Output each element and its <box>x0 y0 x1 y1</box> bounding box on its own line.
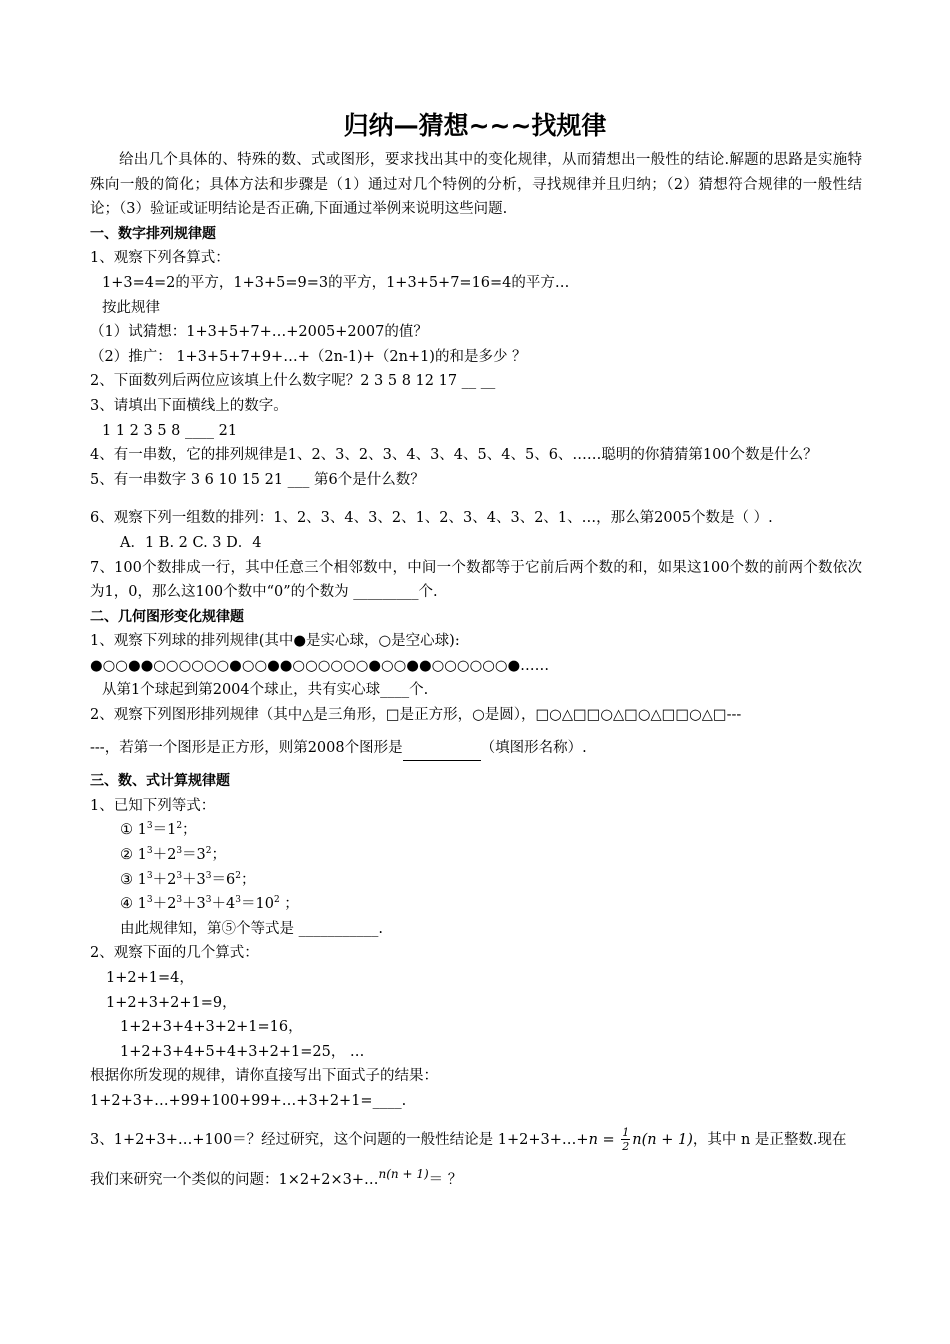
s1-q3-sequence: 1 1 2 3 5 8 ____ 21 <box>102 422 238 439</box>
s3-q3-line1: 3、1+2+3+…+100＝？经过研究，这个问题的一般性结论是 1+2+3+…+n = $\frac{1}{2}$ n(n + 1)，其中 n 是正整数.现在 <box>90 1126 847 1154</box>
answer-blank <box>403 736 481 762</box>
s3-q2-line4: 1+2+3+4+5+4+3+2+1=25， … <box>120 1043 365 1060</box>
s3-q2-expression: 1+2+3+…+99+100+99+…+3+2+1=____. <box>90 1092 407 1109</box>
intro-paragraph: 给出几个具体的、特殊的数、式或图形，要求找出其中的变化规律，从而猜想出一般性的结论.解题的思路是实施特殊向一般的简化；具体方法和步骤是（1）通过对几个特例的分析，寻找规律并且归纳；（2）猜想符合规律的一般性结论；（3）验证或证明结论是否正确,下面通过举例来说明这些问题. <box>90 152 862 218</box>
s3-q2-stem: 2、观察下面的几个算式： <box>90 945 259 962</box>
s2-q1-ball-sequence: ●○○●●○○○○○○●○○●●○○○○○○●○○●●○○○○○○●…… <box>90 657 550 674</box>
s3-q1-question: 由此规律知，第⑤个等式是 ___________. <box>120 920 383 937</box>
s3-q1-stem: 1、已知下列等式： <box>90 797 216 814</box>
section2-heading: 二、几何图形变化规律题 <box>90 608 244 625</box>
s2-q2-text-a: ---，若第一个图形是正方形，则第2008个图形是 <box>90 739 403 756</box>
s3-q2-line2: 1+2+3+2+1=9， <box>106 994 237 1011</box>
s1-q4: 4、有一串数，它的排列规律是1、2、3、2、3、4、3、4、5、4、5、6、……聪明的你猜猜第100个数是什么？ <box>90 447 818 464</box>
s1-q1-part-a: （1）试猜想：1+3+5+7+…+2005+2007的值？ <box>90 324 428 341</box>
s3-q1-eq2: ② $1^3+2^3=3^2$； <box>120 846 227 864</box>
s3-q3-text-c: 我们来研究一个类似的问题：1×2+2×3+… <box>90 1171 379 1188</box>
s3-q2-line3: 1+2+3+4+3+2+1=16， <box>120 1019 303 1036</box>
section3-heading: 三、数、式计算规律题 <box>90 773 230 790</box>
s2-q2-line1: 2、观察下列图形排列规律（其中△是三角形，□是正方形，○是圆），□○△□□○△□○△□□○△□--- <box>90 707 742 724</box>
s3-q1-eq1: ① $1^3=1^2$； <box>120 821 197 839</box>
fraction-one-half: $\frac{1}{2}$ <box>622 1126 630 1154</box>
s3-q1-eq3: ③ $1^3+2^3+3^3=6^2$； <box>120 870 256 888</box>
s2-q1-question: 从第1个球起到第2004个球止，共有实心球____个. <box>102 682 429 699</box>
section1-heading: 一、数字排列规律题 <box>90 225 216 242</box>
circled-number-3: ③ <box>120 871 133 888</box>
circled-number-1: ① <box>120 822 133 839</box>
s2-q1-stem: 1、观察下列球的排列规律(其中●是实心球，○是空心球): <box>90 633 460 650</box>
s1-q2: 2、下面数列后两位应该填上什么数字呢？2 3 5 8 12 17 __ __ <box>90 373 496 390</box>
s3-q3-text-d: ＝ ？ <box>428 1171 463 1188</box>
s3-q2-line1: 1+2+1=4， <box>106 970 194 986</box>
s1-q7: 7、100个数排成一行，其中任意三个相邻数中，中间一个数都等于它前后两个数的和，如果这100个数的前两个数依次为1，0，那么这100个数中“0”的个数为 _________个. <box>90 559 862 601</box>
math-n: n <box>588 1131 598 1148</box>
s1-q5: 5、有一串数字 3 6 10 15 21 ___ 第6个是什么数？ <box>90 471 425 488</box>
s1-q3-stem: 3、请填出下面横线上的数字。 <box>90 397 288 414</box>
s2-q2-line2 <box>90 736 862 762</box>
s1-q6-options: A．1 B. 2 C. 3 D．4 <box>120 534 262 551</box>
s1-q1-rule: 按此规律 <box>102 299 160 316</box>
document-body <box>90 148 862 1196</box>
s3-q2-instruction: 根据你所发现的规律，请你直接写出下面式子的结果： <box>90 1068 438 1085</box>
s1-q1-stem: 1、观察下列各算式： <box>90 250 230 267</box>
s1-q1-equations: 1+3=4=2的平方，1+3+5=9=3的平方，1+3+5+7=16=4的平方… <box>102 274 570 291</box>
s3-q3-text-a: 3、1+2+3+…+100＝？经过研究，这个问题的一般性结论是 1+2+3+…+ <box>90 1131 589 1148</box>
circled-number-2: ② <box>120 847 133 864</box>
math-n-paren: n(n + 1) <box>632 1131 693 1148</box>
spacer <box>90 761 862 769</box>
s1-q1-part-b: （2）推广： 1+3+5+7+9+…+（2n-1)+（2n+1)的和是多少 ？ <box>90 348 527 365</box>
circled-number-4: ④ <box>120 896 133 913</box>
s2-q2-text-b: （填图形名称）. <box>480 739 587 756</box>
spacer <box>90 728 862 736</box>
math-n-paren-2: n(n + 1) <box>378 1166 429 1181</box>
s3-q3-line2 <box>90 1158 862 1196</box>
spacer <box>90 492 862 506</box>
s3-q3-text-b: ，其中 n 是正整数.现在 <box>692 1131 847 1148</box>
spacer <box>90 1114 862 1122</box>
s1-q6: 6、观察下列一组数的排列：1、2、3、4、3、2、1、2、3、4、3、2、1、…，那么第2005个数是（ ）. <box>90 510 773 527</box>
page-title: 归纳—猜想~~~找规律 <box>343 111 607 140</box>
s3-q1-eq4: ④ $1^3+2^3+3^3+4^3=10^2$ ； <box>120 895 299 913</box>
